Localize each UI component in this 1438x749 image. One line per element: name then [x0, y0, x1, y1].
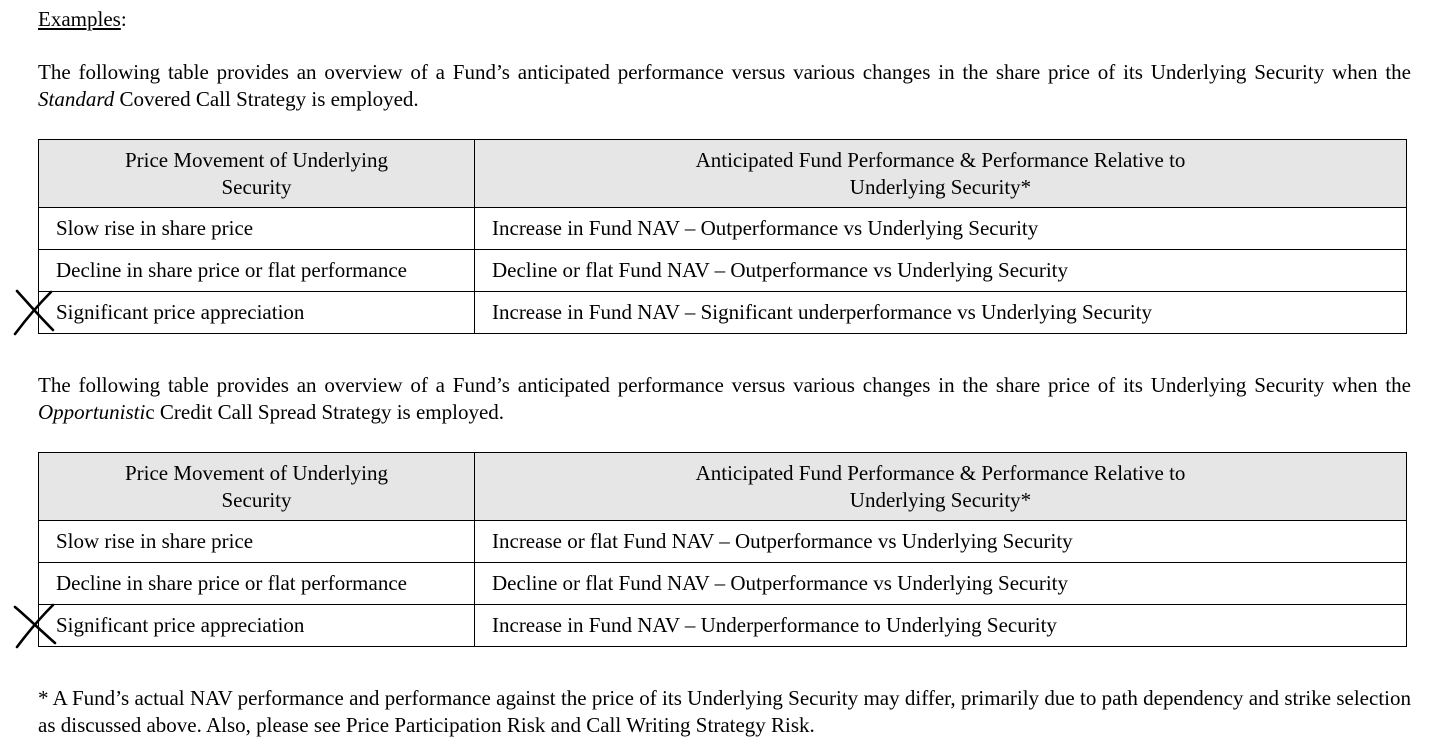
document-page — [38, 6, 1411, 739]
intro-opportunistic-before: The following table provides an overview of a Fund’s anticipated performance versus various changes in the share price of its Underlying Security when the — [38, 373, 1411, 397]
section-heading — [38, 6, 1411, 33]
performance-cell: Increase in Fund NAV – Outperformance vs Underlying Security — [475, 208, 1407, 250]
intro-paragraph-standard — [38, 59, 1411, 113]
header-price-movement — [39, 453, 475, 521]
header-price-movement-line2: Security — [221, 487, 292, 512]
table-row — [39, 563, 1407, 605]
header-price-movement — [39, 140, 475, 208]
performance-cell: Decline or flat Fund NAV – Outperformance vs Underlying Security — [475, 250, 1407, 292]
intro-standard-before: The following table provides an overview of a Fund’s anticipated performance versus various changes in the share price of its Underlying Security when the — [38, 60, 1411, 84]
footnote: * A Fund’s actual NAV performance and performance against the price of its Underlying Security may differ, primarily due to path dependency and strike selection as discussed above. Also, please see Price Participation Risk and Call Writing Strategy Risk. — [38, 686, 1411, 737]
section-heading-text: Examples — [38, 7, 121, 31]
header-anticipated-performance — [475, 140, 1407, 208]
header-price-movement-line2: Security — [221, 174, 292, 199]
header-price-movement-line1: Price Movement of Underlying — [124, 460, 389, 485]
standard-strategy-table — [38, 139, 1407, 334]
header-anticipated-performance-line2: Underlying Security* — [849, 487, 1032, 512]
performance-cell: Increase in Fund NAV – Significant underperformance vs Underlying Security — [475, 292, 1407, 334]
intro-paragraph-opportunistic — [38, 372, 1411, 426]
handwritten-x-icon — [13, 601, 57, 649]
table-row — [39, 208, 1407, 250]
intro-opportunistic-italic: Opportunisti — [38, 400, 146, 424]
header-anticipated-performance-line1: Anticipated Fund Performance & Performance Relative to — [695, 147, 1186, 172]
movement-cell: Slow rise in share price — [39, 521, 475, 563]
performance-cell: Increase or flat Fund NAV – Outperformance vs Underlying Security — [475, 521, 1407, 563]
movement-cell: Decline in share price or flat performance — [39, 563, 475, 605]
header-anticipated-performance — [475, 453, 1407, 521]
table-row — [39, 292, 1407, 334]
intro-opportunistic-after: c Credit Call Spread Strategy is employed. — [145, 400, 505, 424]
movement-cell: Slow rise in share price — [39, 208, 475, 250]
table-header-row — [39, 453, 1407, 521]
handwritten-x-icon — [13, 288, 57, 336]
intro-standard-italic: Standard — [38, 87, 115, 111]
table-header-row — [39, 140, 1407, 208]
opportunistic-strategy-table — [38, 452, 1407, 647]
movement-cell: Decline in share price or flat performance — [39, 250, 475, 292]
movement-cell-marked — [39, 292, 475, 334]
movement-cell-marked — [39, 605, 475, 647]
table-row — [39, 250, 1407, 292]
performance-cell: Decline or flat Fund NAV – Outperformance vs Underlying Security — [475, 563, 1407, 605]
section-heading-colon: : — [120, 7, 127, 31]
performance-cell: Increase in Fund NAV – Underperformance to Underlying Security — [475, 605, 1407, 647]
table-row — [39, 605, 1407, 647]
movement-cell-text: Significant price appreciation — [56, 613, 305, 637]
intro-standard-after: Covered Call Strategy is employed. — [114, 87, 419, 111]
header-anticipated-performance-line1: Anticipated Fund Performance & Performance Relative to — [695, 460, 1186, 485]
header-price-movement-line1: Price Movement of Underlying — [124, 147, 389, 172]
movement-cell-text: Significant price appreciation — [56, 300, 305, 324]
table-row — [39, 521, 1407, 563]
header-anticipated-performance-line2: Underlying Security* — [849, 174, 1032, 199]
